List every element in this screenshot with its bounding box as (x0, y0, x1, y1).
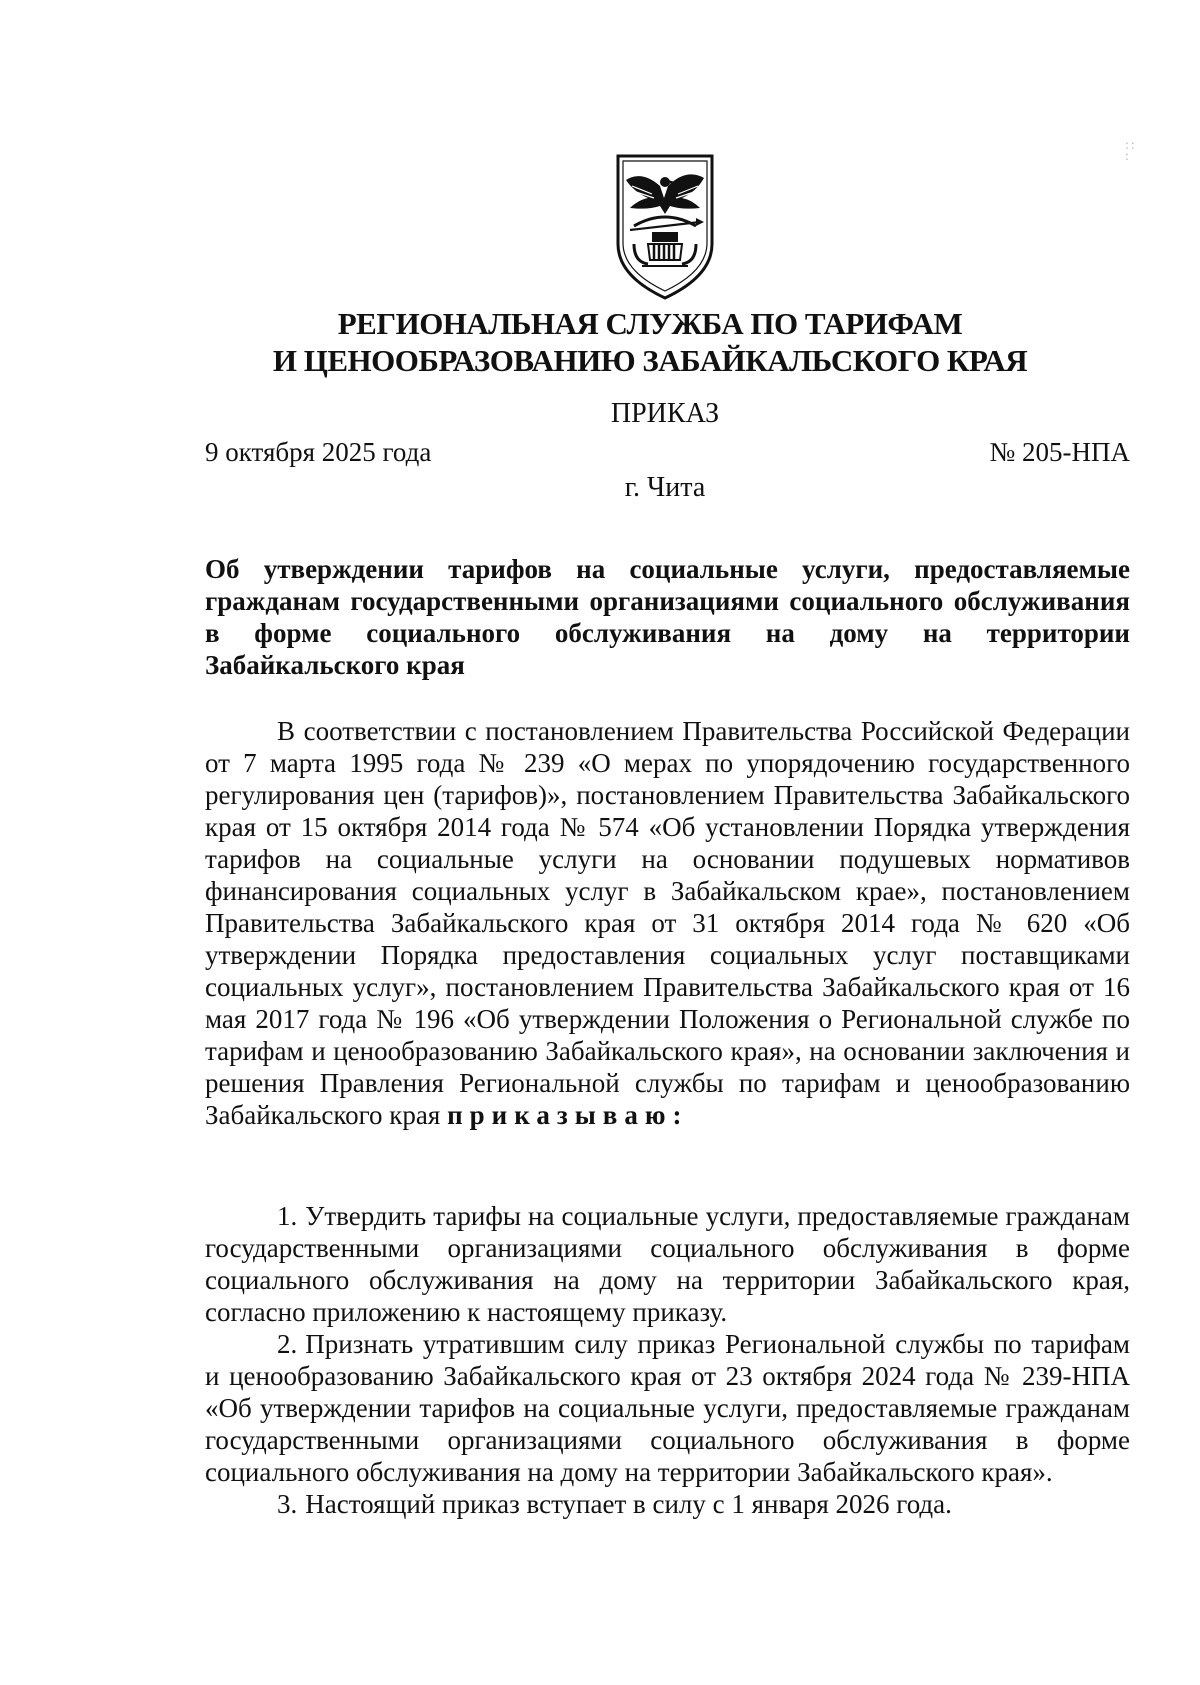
organization-name (150, 305, 1150, 379)
directive-word: приказываю: (447, 1100, 689, 1130)
scan-artifact: :: : (1125, 138, 1137, 164)
order-item-text: Признать утратившим силу приказ Региональной службы по тарифам и ценообразованию Забайкальского края от 23 октября 2024 года № 239-НПА «Об утверждении тарифов на социальные услуги, предоставляемые гражданам государственными организациями социального обслуживания в форме социального обслуживания на дому на территории Забайкальского края». (205, 1329, 1130, 1487)
preamble-text: В соответствии с постановлением Правительства Российской Федерации от 7 марта 1995 года № 239 «О мерах по упорядочению государственного регулирования цен (тарифов)», постановлением Правительства Забайкальского края от 15 октября 2014 года № 574 «Об установлении Порядка утверждения тарифов на социальные услуги на основании подушевых нормативов финансирования социальных услуг в Забайкальском крае», постановлением Правительства Забайкальского края от 31 октября 2014 года № 620 «Об утверждении Порядка предоставления социальных услуг поставщиками социальных услуг», постановлением Правительства Забайкальского края от 16 мая 2017 года № 196 «Об утверждении Положения о Региональной службе по тарифам и ценообразованию Забайкальского края», на основании заключения и решения Правления Региональной службы по тарифам и ценообразованию Забайкальского края (205, 716, 1130, 1130)
order-item-number: 3. (277, 1489, 298, 1519)
document-number: № 205-НПА (989, 437, 1130, 467)
coat-of-arms-icon (612, 152, 718, 302)
organization-name-line1: РЕГИОНАЛЬНАЯ СЛУЖБА ПО ТАРИФАМ (337, 306, 963, 341)
order-item-3 (205, 1488, 1130, 1520)
document-date: 9 октября 2025 года (205, 437, 432, 467)
order-item-text: Утвердить тарифы на социальные услуги, предоставляемые гражданам государственными организациями социального обслуживания в форме социального обслуживания на дому на территории Забайкальского края, согласно приложению к настоящему приказу. (205, 1201, 1130, 1327)
preamble-paragraph (205, 715, 1130, 1131)
order-item-text: Настоящий приказ вступает в силу с 1 января 2026 года. (305, 1489, 952, 1519)
order-item-number: 1. (277, 1201, 298, 1231)
document-type: ПРИКАЗ (610, 398, 720, 429)
order-items-list (205, 1200, 1130, 1520)
organization-name-line2: И ЦЕНООБРАЗОВАНИЮ ЗАБАЙКАЛЬСКОГО КРАЯ (272, 343, 1028, 378)
order-item-1 (205, 1200, 1130, 1328)
order-item-2 (205, 1328, 1130, 1488)
document-title: Об утверждении тарифов на социальные услуги, предоставляемые гражданам государственными организациями социального обслуживания в форме социального обслуживания на дому на территории Забайкальского края (205, 554, 1130, 680)
document-city: г. Чита (624, 472, 706, 503)
order-item-number: 2. (277, 1329, 298, 1359)
